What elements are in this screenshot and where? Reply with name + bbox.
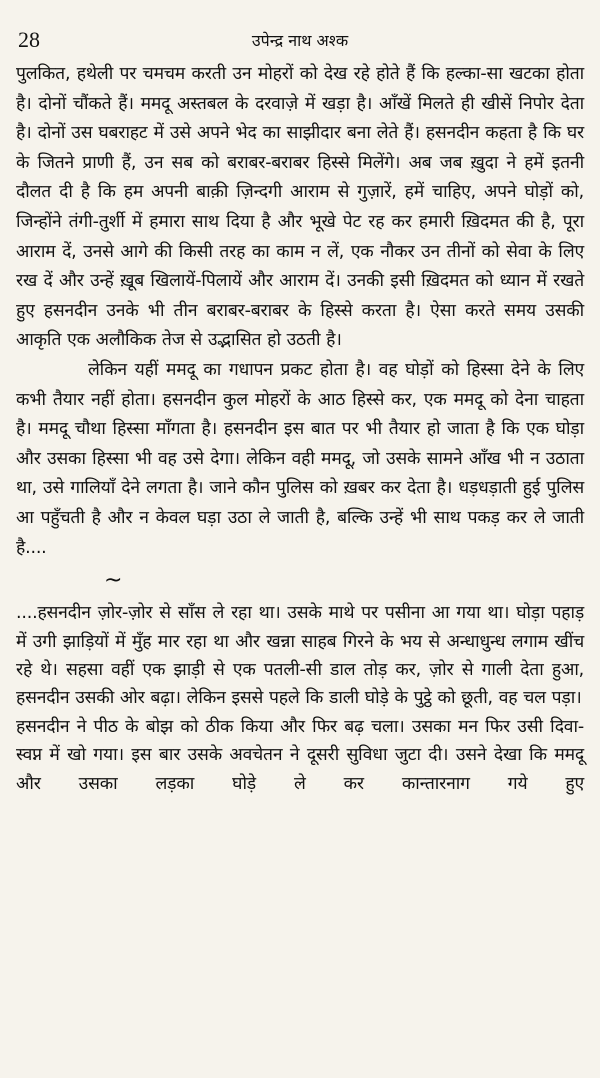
page-header bbox=[18, 28, 582, 52]
page-body bbox=[16, 60, 584, 798]
running-head: उपेन्द्र नाथ अश्क bbox=[251, 31, 349, 50]
paragraph-3: ....हसनदीन ज़ोर-ज़ोर से साँस ले रहा था। उसके माथे पर पसीना आ गया था। घोड़ा पहाड़ में उगी झाड़ियों में मुँह मार रहा था और खन्ना साहब गिरने के भय से अन्धाधुन्ध लगाम खींच रहे थे। सहसा वहीं एक झाड़ी से एक पतली-सी डाल तोड़ कर, ज़ोर से गाली देता हुआ, हसनदीन उसकी ओर बढ़ा। लेकिन इससे पहले कि डाली घोड़े के पुट्ठे को छूती, वह चल पड़ा। bbox=[16, 603, 584, 709]
paragraph-4: हसनदीन ने पीठ के बोझ को ठीक किया और फिर बढ़ चला। उसका मन फिर उसी दिवा-स्वप्न में खो गया। इस बार उसके अवचेतन ने दूसरी सुविधा जुटा दी। उसने देखा कि ममदू और उसका लड़का घोड़े ले कर कान्तारनाग गये हुए bbox=[16, 716, 584, 794]
page-number: 28 bbox=[18, 27, 40, 52]
section-separator: ~ bbox=[104, 568, 123, 594]
paragraph-2: लेकिन यहीं ममदू का गधापन प्रकट होता है। वह घोड़ों को हिस्सा देने के लिए कभी तैयार नहीं होता। हसनदीन कुल मोहरों के आठ हिस्से कर, एक ममदू को देना चाहता है। ममदू चौथा हिस्सा माँगता है। हसनदीन इस बात पर भी तैयार हो जाता है कि एक घोड़ा और उसका हिस्सा भी वह उसे देगा। लेकिन वही ममदू, जो उसके सामने आँख भी न उठाता था, उसे गालियाँ देने लगता है। जाने कौन पुलिस को ख़बर कर देता है। धड़धड़ाती हुई पुलिस आ पहुँचती है और न केवल घड़ा उठा ले जाती है, बल्कि उन्हें भी साथ पकड़ कर ले जाती है.... bbox=[16, 359, 584, 558]
paragraph-1: पुलकित, हथेली पर चमचम करती उन मोहरों को देख रहे होते हैं कि हल्का-सा खटका होता है। दोनों चौंकते हैं। ममदू अस्तबल के दरवाज़े में खड़ा है। आँखें मिलते ही खीसें निपोर देता है। दोनों उस घबराहट में उसे अपने भेद का साझीदार बना लेते हैं। हसनदीन कहता है कि घर के जितने प्राणी हैं, उन सब को बराबर-बराबर हिस्से मिलेंगे। अब जब ख़ुदा ने हमें इतनी दौलत दी है कि हम अपनी बाक़ी ज़िन्दगी आराम से गुज़ारें, हमें चाहिए, अपने घोड़ों को, जिन्होंने तंगी-तुर्शी में हमारा साथ दिया है और भूखे पेट रह कर हमारी ख़िदमत की है, पूरा आराम दें, उनसे आगे की किसी तरह का काम न लें, एक नौकर उन तीनों को सेवा के लिए रख दें और उन्हें ख़ूब खिलायें-पिलायें और आराम दें। उनकी इसी ख़िदमत को ध्यान में रखते हुए हसनदीन उनके भी तीन बराबर-बराबर के हिस्से करता है। ऐसा करते समय उसकी आकृति एक अलौकिक तेज से उद्भासित हो उठती है। bbox=[16, 64, 584, 351]
